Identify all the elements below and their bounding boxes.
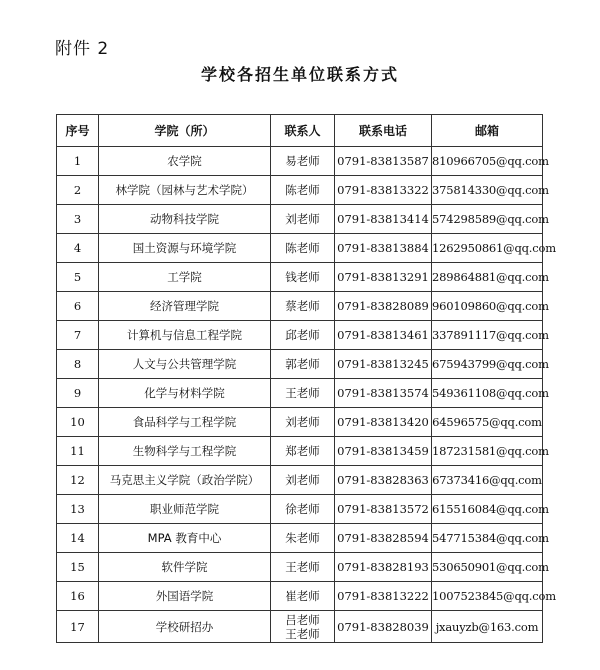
contact-name: 易老师 — [285, 154, 320, 168]
cell-index: 6 — [57, 292, 99, 321]
table-row — [57, 263, 543, 292]
cell-college: 工学院 — [99, 263, 271, 292]
cell-index: 9 — [57, 379, 99, 408]
contact-name: 陈老师 — [285, 183, 320, 197]
cell-index: 11 — [57, 437, 99, 466]
cell-college: 动物科技学院 — [99, 205, 271, 234]
cell-college: 生物科学与工程学院 — [99, 437, 271, 466]
cell-contact — [271, 495, 335, 524]
contact-name: 王老师 — [285, 626, 320, 641]
cell-index: 5 — [57, 263, 99, 292]
document-title: 学校各招生单位联系方式 — [200, 65, 399, 84]
table-row — [57, 147, 543, 176]
cell-email: 810966705@qq.com — [432, 147, 543, 176]
cell-contact — [271, 408, 335, 437]
cell-phone: 0791-83828193 — [335, 553, 432, 582]
contact-name: 刘老师 — [285, 473, 320, 487]
cell-contact — [271, 582, 335, 611]
cell-index: 3 — [57, 205, 99, 234]
table-row — [57, 553, 543, 582]
cell-college: 计算机与信息工程学院 — [99, 321, 271, 350]
cell-contact — [271, 379, 335, 408]
cell-email: 67373416@qq.com — [432, 466, 543, 495]
contacts-table — [56, 114, 556, 643]
cell-email: 375814330@qq.com — [432, 176, 543, 205]
cell-email: 547715384@qq.com — [432, 524, 543, 553]
table-row — [57, 321, 543, 350]
cell-index: 1 — [57, 147, 99, 176]
table-row — [57, 350, 543, 379]
cell-college: MPA 教育中心 — [99, 524, 271, 553]
cell-index: 17 — [57, 611, 99, 643]
header-email: 邮箱 — [432, 115, 543, 147]
cell-index: 14 — [57, 524, 99, 553]
cell-phone: 0791-83813291 — [335, 263, 432, 292]
table-row — [57, 524, 543, 553]
table-row — [57, 408, 543, 437]
cell-college: 食品科学与工程学院 — [99, 408, 271, 437]
cell-college: 国土资源与环境学院 — [99, 234, 271, 263]
contact-name: 王老师 — [285, 386, 320, 400]
contact-name: 吕老师 — [285, 612, 320, 627]
cell-phone: 0791-83813574 — [335, 379, 432, 408]
cell-email: 1262950861@qq.com — [432, 234, 543, 263]
cell-index: 16 — [57, 582, 99, 611]
cell-email: 1007523845@qq.com — [432, 582, 543, 611]
cell-phone: 0791-83813459 — [335, 437, 432, 466]
contact-name: 朱老师 — [285, 531, 320, 545]
cell-contact — [271, 176, 335, 205]
cell-phone: 0791-83813322 — [335, 176, 432, 205]
contact-name: 王老师 — [285, 560, 320, 574]
cell-college: 学校研招办 — [99, 611, 271, 643]
cell-email: 960109860@qq.com — [432, 292, 543, 321]
contact-name: 刘老师 — [285, 212, 320, 226]
cell-email: 549361108@qq.com — [432, 379, 543, 408]
cell-college: 林学院（园林与艺术学院） — [99, 176, 271, 205]
table-row — [57, 582, 543, 611]
cell-contact — [271, 321, 335, 350]
table-row — [57, 495, 543, 524]
cell-phone: 0791-83828039 — [335, 611, 432, 643]
table-row — [57, 205, 543, 234]
cell-index: 12 — [57, 466, 99, 495]
cell-index: 2 — [57, 176, 99, 205]
cell-contact — [271, 611, 335, 643]
contact-name: 崔老师 — [285, 589, 320, 603]
cell-college: 化学与材料学院 — [99, 379, 271, 408]
header-contact: 联系人 — [271, 115, 335, 147]
cell-college: 农学院 — [99, 147, 271, 176]
contact-name: 陈老师 — [285, 241, 320, 255]
cell-email: 187231581@qq.com — [432, 437, 543, 466]
cell-contact — [271, 466, 335, 495]
cell-index: 8 — [57, 350, 99, 379]
cell-phone: 0791-83813414 — [335, 205, 432, 234]
table-body — [57, 147, 556, 643]
cell-contact — [271, 292, 335, 321]
cell-phone: 0791-83813222 — [335, 582, 432, 611]
cell-phone: 0791-83813587 — [335, 147, 432, 176]
cell-phone: 0791-83828594 — [335, 524, 432, 553]
cell-college: 经济管理学院 — [99, 292, 271, 321]
attachment-label: 附件 2 — [55, 39, 110, 59]
cell-contact — [271, 147, 335, 176]
cell-phone: 0791-83813884 — [335, 234, 432, 263]
cell-phone: 0791-83813420 — [335, 408, 432, 437]
cell-index: 4 — [57, 234, 99, 263]
cell-contact — [271, 524, 335, 553]
table-row — [57, 379, 543, 408]
contact-name: 蔡老师 — [285, 299, 320, 313]
contact-name: 邱老师 — [285, 328, 320, 342]
cell-contact — [271, 205, 335, 234]
cell-email: 675943799@qq.com — [432, 350, 543, 379]
table-header-row — [57, 115, 543, 147]
cell-contact — [271, 437, 335, 466]
cell-phone: 0791-83813572 — [335, 495, 432, 524]
cell-email: 530650901@qq.com — [432, 553, 543, 582]
cell-email: 615516084@qq.com — [432, 495, 543, 524]
cell-college: 软件学院 — [99, 553, 271, 582]
table-row — [57, 176, 543, 205]
cell-contact — [271, 350, 335, 379]
cell-index: 15 — [57, 553, 99, 582]
cell-college: 马克思主义学院（政治学院） — [99, 466, 271, 495]
cell-phone: 0791-83813245 — [335, 350, 432, 379]
header-college: 学院（所） — [99, 115, 271, 147]
cell-index: 13 — [57, 495, 99, 524]
table-row — [57, 466, 543, 495]
cell-phone: 0791-83828363 — [335, 466, 432, 495]
header-index: 序号 — [57, 115, 99, 147]
cell-email: 289864881@qq.com — [432, 263, 543, 292]
cell-email: 337891117@qq.com — [432, 321, 543, 350]
header-phone: 联系电话 — [335, 115, 432, 147]
cell-contact — [271, 234, 335, 263]
cell-college: 外国语学院 — [99, 582, 271, 611]
table-row — [57, 611, 543, 643]
cell-contact — [271, 553, 335, 582]
cell-email: 64596575@qq.com — [432, 408, 543, 437]
contact-name: 徐老师 — [285, 502, 320, 516]
cell-college: 人文与公共管理学院 — [99, 350, 271, 379]
cell-college: 职业师范学院 — [99, 495, 271, 524]
table-row — [57, 234, 543, 263]
cell-phone: 0791-83813461 — [335, 321, 432, 350]
contact-name: 郭老师 — [285, 357, 320, 371]
cell-index: 10 — [57, 408, 99, 437]
cell-contact — [271, 263, 335, 292]
table-row — [57, 292, 543, 321]
table-row — [57, 437, 543, 466]
contact-name: 郑老师 — [285, 444, 320, 458]
contact-name: 刘老师 — [285, 415, 320, 429]
cell-index: 7 — [57, 321, 99, 350]
cell-email: 574298589@qq.com — [432, 205, 543, 234]
cell-email: jxauyzb@163.com — [432, 611, 543, 643]
cell-phone: 0791-83828089 — [335, 292, 432, 321]
contact-name: 钱老师 — [285, 270, 320, 284]
